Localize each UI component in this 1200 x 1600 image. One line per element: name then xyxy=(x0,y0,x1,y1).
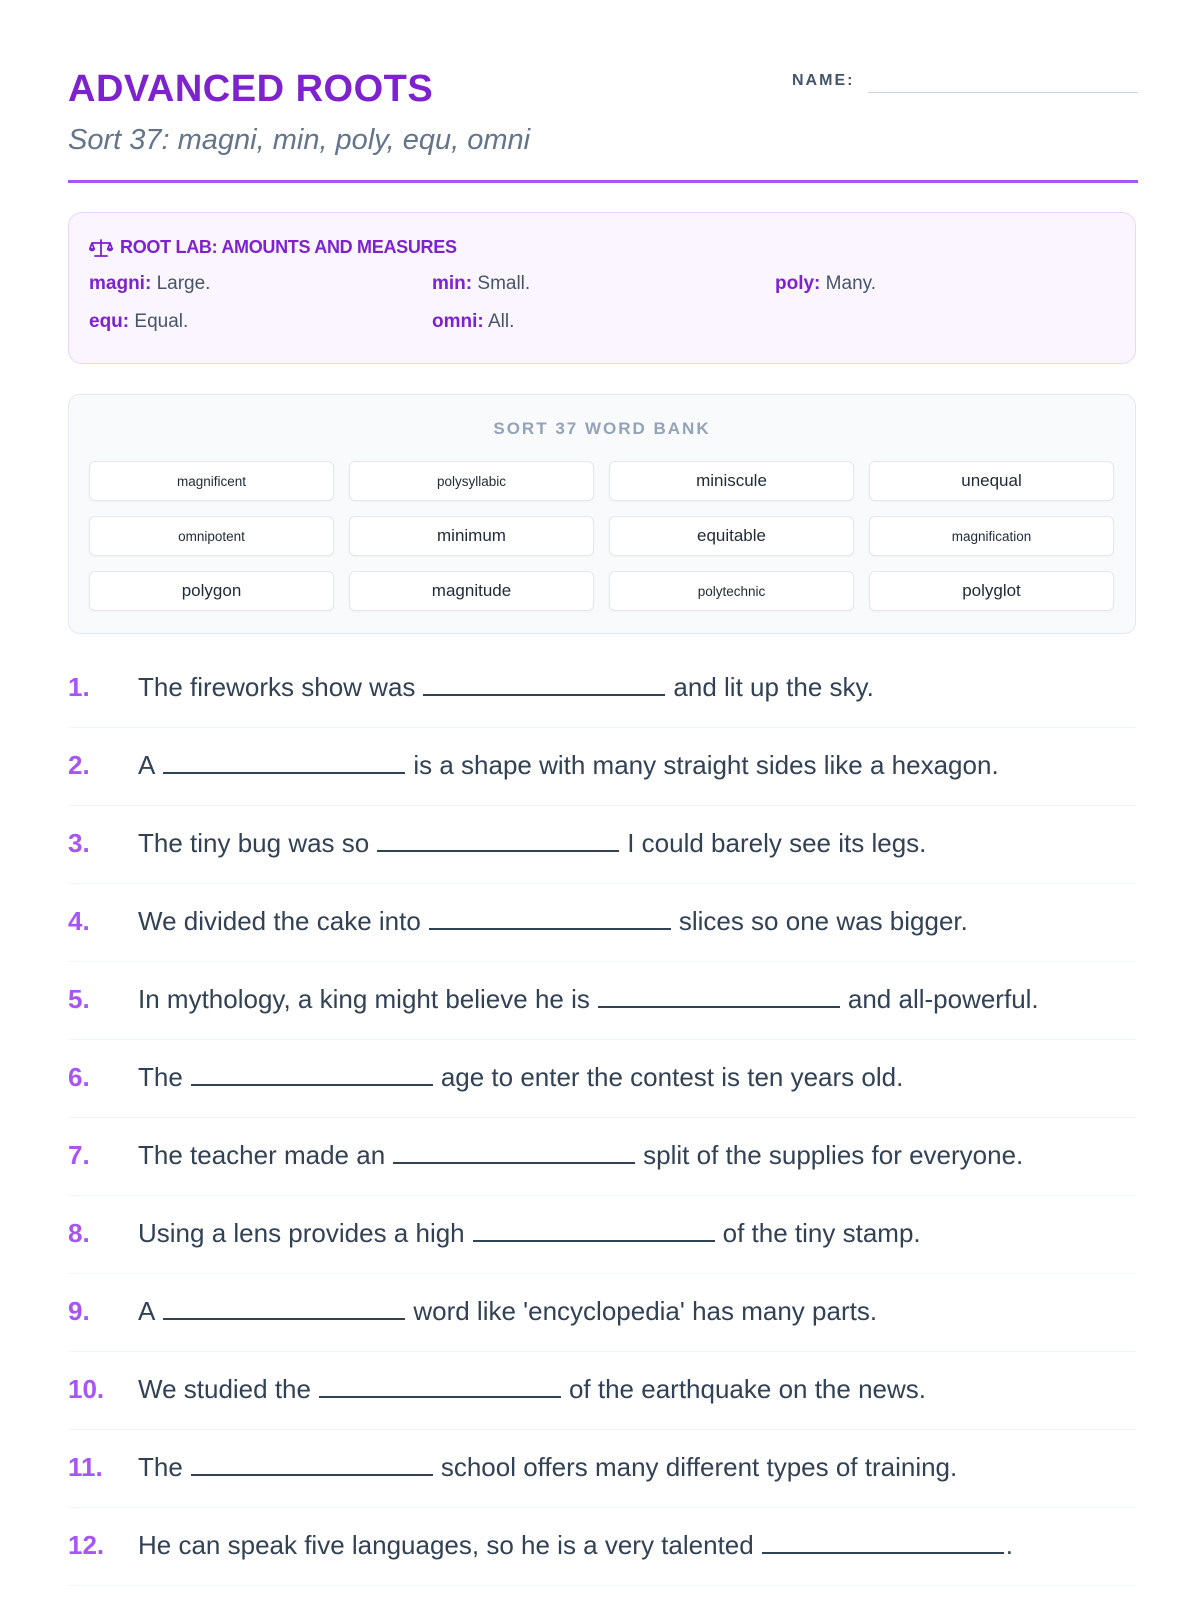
name-field-area xyxy=(792,70,1138,96)
question-text-after: of the tiny stamp. xyxy=(722,1218,921,1248)
question-text-before: In mythology, a king might believe he is xyxy=(138,984,590,1014)
question-text-before: He can speak five languages, so he is a very talented xyxy=(138,1530,754,1560)
question-text-before: A xyxy=(138,750,156,780)
question-text xyxy=(138,1452,957,1483)
page-title: ADVANCED ROOTS xyxy=(68,68,434,110)
header-divider xyxy=(68,180,1138,183)
question-text-before: The fireworks show was xyxy=(138,672,416,702)
word-bank-grid xyxy=(89,461,1114,611)
question-text-after: I could barely see its legs. xyxy=(627,828,927,858)
question-number: 10. xyxy=(68,1374,105,1404)
word-bank-item: polytechnic xyxy=(609,571,854,611)
root-definition xyxy=(432,273,530,295)
question-text xyxy=(138,1530,1013,1561)
question-text-before: Using a lens provides a high xyxy=(138,1218,465,1248)
word-bank-item: magnification xyxy=(869,516,1114,556)
root-term: omni: xyxy=(432,311,484,332)
root-lab-title: ROOT LAB: AMOUNTS AND MEASURES xyxy=(120,237,457,257)
question-text-after: slices so one was bigger. xyxy=(678,906,968,936)
question-number: 2. xyxy=(68,750,90,780)
question-text-before: The xyxy=(138,1452,183,1482)
word-bank-panel xyxy=(68,394,1136,634)
word-bank-item: equitable xyxy=(609,516,854,556)
word-bank-item: miniscule xyxy=(609,461,854,501)
question-number: 8. xyxy=(68,1218,90,1248)
question-text-after: and lit up the sky. xyxy=(673,672,874,702)
question-text-before: The teacher made an xyxy=(138,1140,386,1170)
name-label: NAME: xyxy=(792,72,855,89)
question-row xyxy=(68,884,1136,962)
word-bank-item: unequal xyxy=(869,461,1114,501)
root-term: equ: xyxy=(89,311,130,332)
answer-blank[interactable] xyxy=(377,830,619,852)
question-text xyxy=(138,828,926,859)
root-term: min: xyxy=(432,273,473,294)
question-text-after: and all-powerful. xyxy=(847,984,1039,1014)
word-bank-item: polyglot xyxy=(869,571,1114,611)
question-text-after: age to enter the contest is ten years old. xyxy=(440,1062,904,1092)
question-number: 5. xyxy=(68,984,90,1014)
root-meaning: Many. xyxy=(825,273,877,294)
question-row xyxy=(68,1274,1136,1352)
question-text-before: We studied the xyxy=(138,1374,311,1404)
question-row xyxy=(68,1196,1136,1274)
question-number: 11. xyxy=(68,1452,103,1482)
question-text xyxy=(138,1218,921,1249)
question-number: 12. xyxy=(68,1530,105,1560)
question-text-after: . xyxy=(1005,1530,1013,1560)
question-row xyxy=(68,1118,1136,1196)
question-text xyxy=(138,984,1039,1015)
word-bank-item: polysyllabic xyxy=(349,461,594,501)
word-bank-item: polygon xyxy=(89,571,334,611)
question-number: 3. xyxy=(68,828,90,858)
answer-blank[interactable] xyxy=(191,1454,433,1476)
balance-scale-icon xyxy=(89,239,113,257)
question-text xyxy=(138,1062,903,1093)
answer-blank[interactable] xyxy=(473,1220,715,1242)
question-row xyxy=(68,806,1136,884)
question-text-after: is a shape with many straight sides like a hexagon. xyxy=(413,750,999,780)
question-row xyxy=(68,1352,1136,1430)
root-meaning: Equal. xyxy=(134,311,189,332)
question-number: 6. xyxy=(68,1062,90,1092)
answer-blank[interactable] xyxy=(393,1142,635,1164)
question-text-before: The xyxy=(138,1062,183,1092)
question-text-before: We divided the cake into xyxy=(138,906,421,936)
answer-blank[interactable] xyxy=(598,986,840,1008)
answer-blank[interactable] xyxy=(429,908,671,930)
root-meaning: All. xyxy=(487,311,515,332)
question-row xyxy=(68,650,1136,728)
question-text xyxy=(138,672,874,703)
question-row xyxy=(68,728,1136,806)
word-bank-item: magnitude xyxy=(349,571,594,611)
answer-blank[interactable] xyxy=(163,1298,405,1320)
question-list xyxy=(68,650,1136,1586)
word-bank-item: minimum xyxy=(349,516,594,556)
answer-blank[interactable] xyxy=(319,1376,561,1398)
root-definition xyxy=(89,273,210,295)
question-text-before: The tiny bug was so xyxy=(138,828,370,858)
question-number: 1. xyxy=(68,672,90,702)
root-definition xyxy=(89,311,188,333)
question-number: 7. xyxy=(68,1140,90,1170)
answer-blank[interactable] xyxy=(423,674,665,696)
root-lab-heading xyxy=(89,237,457,258)
question-text-after: school offers many different types of training. xyxy=(440,1452,958,1482)
root-meaning: Small. xyxy=(477,273,531,294)
question-number: 9. xyxy=(68,1296,90,1326)
root-lab-panel xyxy=(68,212,1136,364)
question-text-before: A xyxy=(138,1296,156,1326)
question-text xyxy=(138,1374,926,1405)
question-number: 4. xyxy=(68,906,90,936)
root-term: magni: xyxy=(89,273,152,294)
root-term: poly: xyxy=(775,273,821,294)
word-bank-item: magnificent xyxy=(89,461,334,501)
question-text xyxy=(138,1296,877,1327)
question-text-after: word like 'encyclopedia' has many parts. xyxy=(413,1296,878,1326)
answer-blank[interactable] xyxy=(191,1064,433,1086)
word-bank-title: SORT 37 WORD BANK xyxy=(493,419,711,438)
question-row xyxy=(68,1508,1136,1586)
page-subtitle: Sort 37: magni, min, poly, equ, omni xyxy=(68,124,531,156)
answer-blank[interactable] xyxy=(762,1532,1004,1554)
question-row xyxy=(68,1040,1136,1118)
question-text xyxy=(138,906,968,937)
question-text-after: split of the supplies for everyone. xyxy=(643,1140,1024,1170)
root-meaning: Large. xyxy=(156,273,211,294)
root-definition xyxy=(775,273,876,295)
question-row xyxy=(68,962,1136,1040)
question-text xyxy=(138,1140,1023,1171)
question-text-after: of the earthquake on the news. xyxy=(568,1374,926,1404)
name-write-line[interactable] xyxy=(868,92,1138,93)
word-bank-item: omnipotent xyxy=(89,516,334,556)
root-definition xyxy=(432,311,514,333)
question-row xyxy=(68,1430,1136,1508)
answer-blank[interactable] xyxy=(163,752,405,774)
question-text xyxy=(138,750,999,781)
